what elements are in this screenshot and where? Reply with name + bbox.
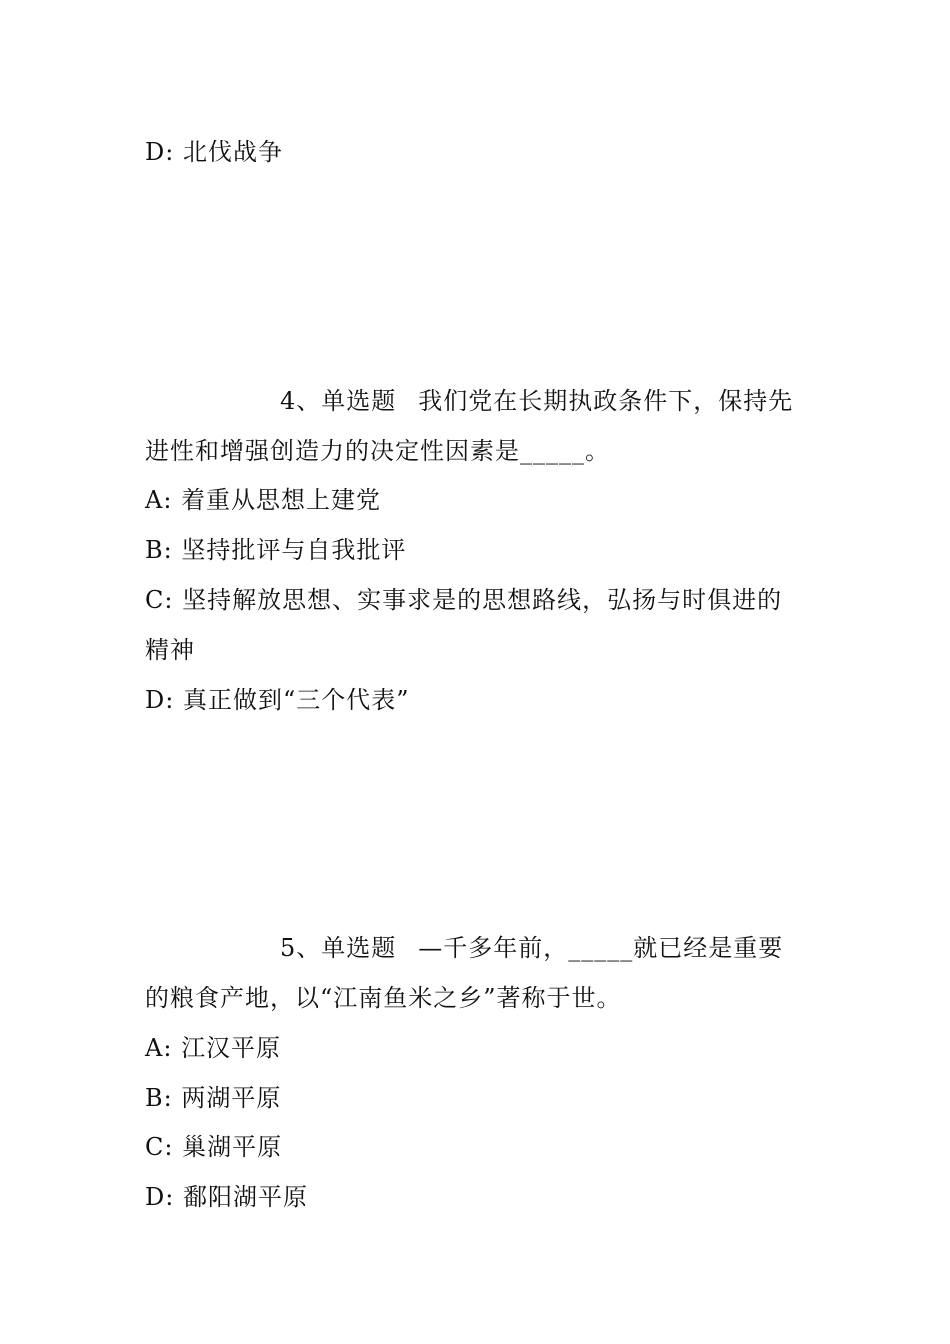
option-text: 真正做到“三个代表” xyxy=(182,686,410,714)
question-type: 单选题 xyxy=(321,387,397,415)
option-label: C: xyxy=(145,1133,174,1161)
question-4-option-c-continued: 精神 xyxy=(145,636,195,664)
option-text: 坚持批评与自我批评 xyxy=(181,536,407,564)
option-label: B: xyxy=(145,1084,173,1112)
question-4-stem-line2: 进性和增强创造力的决定性因素是_____。 xyxy=(145,437,610,465)
question-4-option-d xyxy=(145,685,410,715)
option-label: A: xyxy=(145,486,173,514)
option-text: 北伐战争 xyxy=(182,138,283,166)
question-5-stem-line2: 的粮食产地，以“江南鱼米之乡”著称于世。 xyxy=(145,984,622,1012)
question-4-header xyxy=(280,386,793,416)
question-number: 5、 xyxy=(280,934,322,962)
question-number: 4、 xyxy=(280,387,322,415)
question-stem-line1: —千多年前，_____就已经是重要 xyxy=(418,934,784,962)
option-label: A: xyxy=(145,1034,173,1062)
option-label: C: xyxy=(145,586,174,614)
option-text: 巢湖平原 xyxy=(182,1133,283,1161)
question-4-option-b xyxy=(145,535,406,565)
option-text: 着重从思想上建党 xyxy=(181,486,382,514)
option-text: 两湖平原 xyxy=(181,1084,282,1112)
question-5-option-b xyxy=(145,1083,281,1113)
question-4-option-c xyxy=(145,585,782,615)
question-4-option-a xyxy=(145,485,381,515)
option-text: 江汉平原 xyxy=(181,1034,282,1062)
question-5-header xyxy=(280,933,783,963)
option-text: 坚持解放思想、实事求是的思想路线，弘扬与时俱进的 xyxy=(182,586,783,614)
question-stem-line1: 我们党在长期执政条件下，保持先 xyxy=(418,387,794,415)
option-label: B: xyxy=(145,536,173,564)
option-label: D: xyxy=(145,686,175,714)
option-d-previous-question xyxy=(145,137,283,167)
question-5-option-c xyxy=(145,1132,282,1162)
option-text: 鄱阳湖平原 xyxy=(182,1183,308,1211)
option-label: D: xyxy=(145,138,175,166)
question-5-option-a xyxy=(145,1033,281,1063)
question-type: 单选题 xyxy=(321,934,397,962)
question-5-option-d xyxy=(145,1182,308,1212)
option-label: D: xyxy=(145,1183,175,1211)
